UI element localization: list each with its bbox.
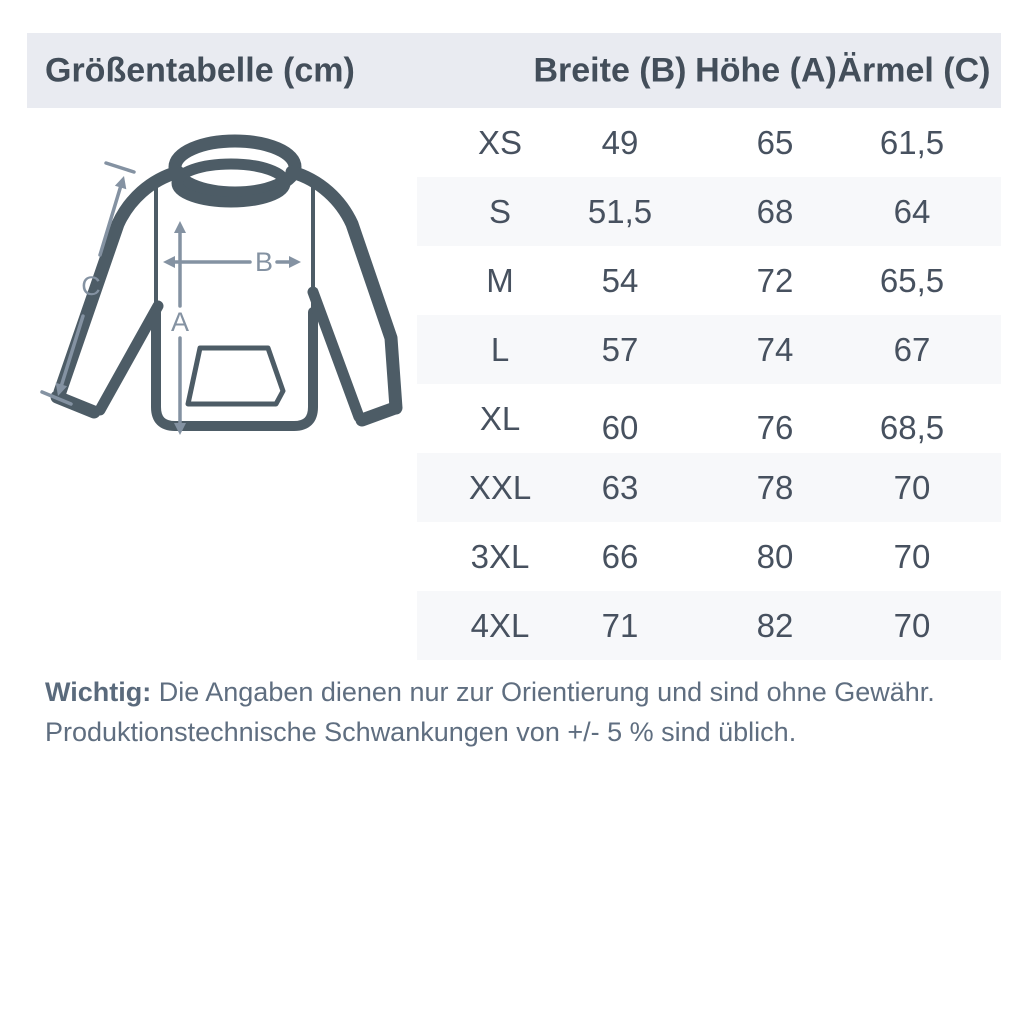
aermel-value: 64 — [893, 192, 931, 230]
size-label: XXL — [468, 468, 532, 506]
right-cuff — [362, 408, 395, 420]
aermel-value: 68,5 — [879, 408, 945, 446]
breite-value: 63 — [601, 468, 639, 506]
table-row — [417, 453, 1001, 522]
dimension-label-a: A — [170, 307, 190, 337]
hoehe-value: 74 — [756, 330, 794, 368]
hoehe-value: 65 — [756, 123, 794, 161]
aermel-value: 67 — [893, 330, 931, 368]
aermel-value: 65,5 — [879, 261, 945, 299]
disclaimer-prefix: Wichtig: — [45, 677, 152, 707]
right-sleeve-inner — [313, 292, 359, 417]
width-arrowhead-right — [289, 256, 301, 268]
column-header-hoehe: Höhe (A) — [695, 51, 837, 89]
size-label: 4XL — [470, 606, 530, 644]
hoodie-diagram-icon — [30, 120, 430, 460]
table-row — [417, 177, 1001, 246]
aermel-value: 70 — [893, 606, 931, 644]
dimension-label-b: B — [254, 247, 274, 277]
disclaimer-note — [45, 672, 995, 752]
aermel-value: 70 — [893, 537, 931, 575]
table-row — [417, 591, 1001, 660]
breite-value: 71 — [601, 606, 639, 644]
breite-value: 66 — [601, 537, 639, 575]
breite-value: 60 — [601, 408, 639, 446]
dimension-label-c: C — [81, 271, 101, 301]
table-row — [417, 246, 1001, 315]
hoehe-value: 82 — [756, 606, 794, 644]
hoehe-value: 78 — [756, 468, 794, 506]
size-label: 3XL — [470, 537, 530, 575]
size-table-title: Größentabelle (cm) — [45, 51, 355, 89]
table-row — [417, 315, 1001, 384]
breite-value: 49 — [601, 123, 639, 161]
breite-value: 51,5 — [587, 192, 653, 230]
disclaimer-line-1: Wichtig: Die Angaben dienen nur zur Orientierung und sind ohne Gewähr. — [45, 677, 935, 707]
width-arrowhead-left — [163, 256, 175, 268]
column-header-aermel: Ärmel (C) — [837, 51, 991, 89]
disclaimer-line-2: Produktionstechnische Schwankungen von +/- 5 % sind üblich. — [45, 717, 797, 747]
breite-value: 57 — [601, 330, 639, 368]
size-label: XS — [477, 123, 523, 161]
column-header-breite: Breite (B) — [533, 51, 687, 89]
hoehe-value: 80 — [756, 537, 794, 575]
aermel-value: 61,5 — [879, 123, 945, 161]
hoehe-value: 76 — [756, 408, 794, 446]
sleeve-arrowhead-top — [115, 176, 126, 189]
table-row — [417, 108, 1001, 177]
pocket-outline — [188, 348, 283, 404]
size-label: M — [486, 261, 514, 299]
size-label: L — [490, 330, 510, 368]
height-arrowhead-top — [174, 221, 186, 233]
hoehe-value: 72 — [756, 261, 794, 299]
table-header-bar — [27, 33, 1001, 108]
table-row — [417, 522, 1001, 591]
breite-value: 54 — [601, 261, 639, 299]
hoehe-value: 68 — [756, 192, 794, 230]
size-label: XL — [479, 399, 521, 437]
size-label: S — [488, 192, 512, 230]
table-row — [417, 384, 1001, 453]
left-sleeve-inner — [100, 306, 158, 410]
aermel-value: 70 — [893, 468, 931, 506]
